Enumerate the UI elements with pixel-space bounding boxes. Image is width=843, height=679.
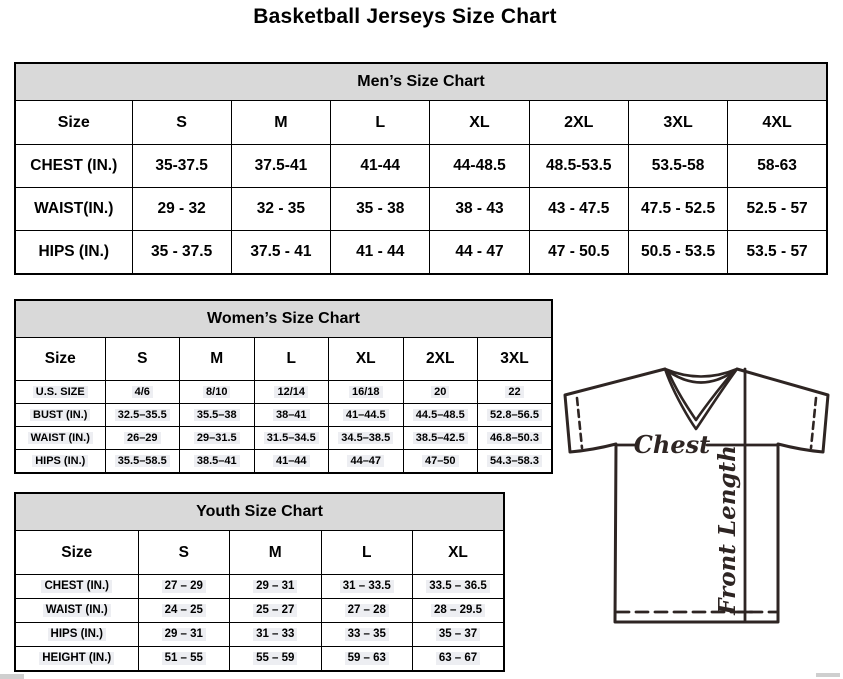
- size-cell: 8/10: [180, 381, 255, 404]
- column-header: 3XL: [628, 101, 727, 145]
- column-header: XL: [329, 338, 404, 381]
- size-cell: 37.5-41: [231, 145, 330, 188]
- jersey-diagram: [555, 352, 843, 628]
- table-row: [15, 450, 552, 474]
- size-cell: 29–31.5: [180, 427, 255, 450]
- table-row: [15, 404, 552, 427]
- row-label: BUST (IN.): [15, 404, 105, 427]
- size-cell: 59 – 63: [321, 647, 413, 672]
- scrollbar-right-button[interactable]: [816, 673, 840, 677]
- size-cell: 47 - 50.5: [529, 231, 628, 275]
- row-label: WAIST(IN.): [15, 188, 132, 231]
- row-label: HIPS (IN.): [15, 623, 138, 647]
- table-row: [15, 647, 504, 672]
- size-cell: 27 – 28: [321, 599, 413, 623]
- size-cell: 63 – 67: [413, 647, 505, 672]
- size-cell: 51 – 55: [138, 647, 230, 672]
- row-label: CHEST (IN.): [15, 575, 138, 599]
- column-header: L: [254, 338, 329, 381]
- table-row: [15, 381, 552, 404]
- size-cell: 35-37.5: [132, 145, 231, 188]
- size-cell: 26–29: [105, 427, 180, 450]
- column-header: 2XL: [529, 101, 628, 145]
- size-cell: 52.8–56.5: [478, 404, 553, 427]
- column-header: M: [230, 531, 322, 575]
- size-cell: 41–44.5: [329, 404, 404, 427]
- table-row: [15, 63, 827, 101]
- size-cell: 16/18: [329, 381, 404, 404]
- size-cell: 12/14: [254, 381, 329, 404]
- size-cell: 27 – 29: [138, 575, 230, 599]
- size-cell: 44 - 47: [430, 231, 529, 275]
- size-cell: 34.5–38.5: [329, 427, 404, 450]
- size-cell: 33 – 35: [321, 623, 413, 647]
- size-cell: 50.5 - 53.5: [628, 231, 727, 275]
- size-cell: 38 - 43: [430, 188, 529, 231]
- mens-table-title: Men’s Size Chart: [15, 63, 827, 101]
- size-cell: 41 - 44: [331, 231, 430, 275]
- row-label: HIPS (IN.): [15, 450, 105, 474]
- size-cell: 35 - 37.5: [132, 231, 231, 275]
- size-cell: 4/6: [105, 381, 180, 404]
- size-cell: 52.5 - 57: [728, 188, 827, 231]
- size-cell: 28 – 29.5: [413, 599, 505, 623]
- size-cell: 24 – 25: [138, 599, 230, 623]
- size-cell: 35 – 37: [413, 623, 505, 647]
- size-cell: 22: [478, 381, 553, 404]
- size-cell: 43 - 47.5: [529, 188, 628, 231]
- womens-table-title: Women’s Size Chart: [15, 300, 552, 338]
- size-cell: 38.5–42.5: [403, 427, 478, 450]
- table-row: [15, 300, 552, 338]
- row-label: HIPS (IN.): [15, 231, 132, 275]
- youth-size-table: [14, 492, 505, 672]
- size-cell: 35.5–58.5: [105, 450, 180, 474]
- size-cell: 44.5–48.5: [403, 404, 478, 427]
- column-header: M: [231, 101, 330, 145]
- womens-size-table: [14, 299, 553, 474]
- size-cell: 41-44: [331, 145, 430, 188]
- table-row: [15, 493, 504, 531]
- row-label: U.S. SIZE: [15, 381, 105, 404]
- size-cell: 53.5 - 57: [728, 231, 827, 275]
- column-header: L: [321, 531, 413, 575]
- size-cell: 55 – 59: [230, 647, 322, 672]
- size-cell: 32.5–35.5: [105, 404, 180, 427]
- front-length-label: Front Length: [714, 445, 741, 615]
- column-header: 4XL: [728, 101, 827, 145]
- size-cell: 25 – 27: [230, 599, 322, 623]
- size-cell: 31 – 33.5: [321, 575, 413, 599]
- row-label: WAIST (IN.): [15, 427, 105, 450]
- corner-header: Size: [15, 338, 105, 381]
- size-cell: 38–41: [254, 404, 329, 427]
- column-header: XL: [413, 531, 505, 575]
- column-header: S: [138, 531, 230, 575]
- column-header: L: [331, 101, 430, 145]
- size-cell: 44–47: [329, 450, 404, 474]
- size-cell: 29 – 31: [230, 575, 322, 599]
- column-header: 3XL: [478, 338, 553, 381]
- table-row: [15, 145, 827, 188]
- size-cell: 31.5–34.5: [254, 427, 329, 450]
- table-row: [15, 101, 827, 145]
- table-row: [15, 575, 504, 599]
- size-cell: 35 - 38: [331, 188, 430, 231]
- column-header: M: [180, 338, 255, 381]
- row-label: HEIGHT (IN.): [15, 647, 138, 672]
- size-cell: 47.5 - 52.5: [628, 188, 727, 231]
- table-row: [15, 231, 827, 275]
- column-header: S: [105, 338, 180, 381]
- size-cell: 35.5–38: [180, 404, 255, 427]
- size-cell: 48.5-53.5: [529, 145, 628, 188]
- table-row: [15, 338, 552, 381]
- mens-size-table: [14, 62, 828, 275]
- size-cell: 38.5–41: [180, 450, 255, 474]
- corner-header: Size: [15, 101, 132, 145]
- scrollbar-left-button[interactable]: [0, 674, 24, 679]
- size-cell: 46.8–50.3: [478, 427, 553, 450]
- column-header: S: [132, 101, 231, 145]
- chest-label: Chest: [633, 430, 711, 459]
- corner-header: Size: [15, 531, 138, 575]
- size-cell: 53.5-58: [628, 145, 727, 188]
- size-cell: 44-48.5: [430, 145, 529, 188]
- row-label: WAIST (IN.): [15, 599, 138, 623]
- table-row: [15, 427, 552, 450]
- size-cell: 31 – 33: [230, 623, 322, 647]
- table-row: [15, 188, 827, 231]
- size-cell: 29 – 31: [138, 623, 230, 647]
- size-cell: 37.5 - 41: [231, 231, 330, 275]
- column-header: 2XL: [403, 338, 478, 381]
- size-cell: 54.3–58.3: [478, 450, 553, 474]
- size-cell: 20: [403, 381, 478, 404]
- table-row: [15, 531, 504, 575]
- page-title: Basketball Jerseys Size Chart: [253, 5, 557, 28]
- table-row: [15, 599, 504, 623]
- size-cell: 33.5 – 36.5: [413, 575, 505, 599]
- table-row: [15, 623, 504, 647]
- size-cell: 29 - 32: [132, 188, 231, 231]
- youth-table-title: Youth Size Chart: [15, 493, 504, 531]
- row-label: CHEST (IN.): [15, 145, 132, 188]
- size-cell: 58-63: [728, 145, 827, 188]
- jersey-outline-icon: [565, 369, 828, 622]
- size-cell: 47–50: [403, 450, 478, 474]
- column-header: XL: [430, 101, 529, 145]
- size-cell: 32 - 35: [231, 188, 330, 231]
- size-cell: 41–44: [254, 450, 329, 474]
